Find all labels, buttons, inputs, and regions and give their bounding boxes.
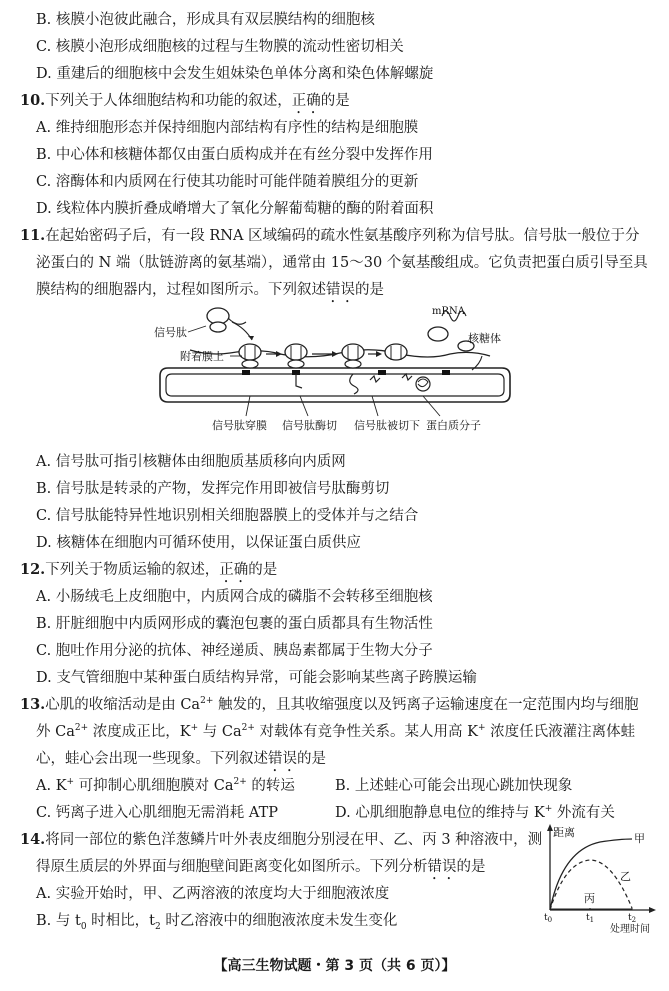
- q11-number: 11.: [20, 227, 46, 244]
- tick-t2: $t_2$: [628, 913, 637, 924]
- free-ribosome-small: [210, 322, 226, 332]
- prev-option-d: D. 重建后的细胞核中会发生姐妹染色单体分离和染色体解螺旋: [36, 66, 434, 82]
- label-bing: 丙: [584, 892, 595, 905]
- q12-option-a: A. 小肠绒毛上皮细胞中，内质网合成的磷脂不会转移至细胞核: [36, 589, 433, 605]
- q11-keyword: 错误: [326, 282, 355, 298]
- q14-stem-line2: 得原生质层的外界面与细胞壁间距离变化如图所示。下列分析错误的是: [36, 859, 486, 875]
- arrow-1: [232, 322, 252, 340]
- peptide-chain-3: [350, 374, 358, 394]
- q10-keyword: 正确: [291, 93, 321, 109]
- peptide-chain-2: [296, 374, 302, 388]
- q11-stem-line2: 泌蛋白的 N 端（肽链游离的氨基端），通常由 15～30 个氨基酸组成。它负责把蛋白质引导至具: [36, 255, 648, 271]
- q11-option-a: A. 信号肽可指引核糖体由细胞质基质移向内质网: [36, 454, 346, 470]
- q12-keyword: 正确: [219, 562, 249, 578]
- q13-option-d: D. 心肌细胞静息电位的维持与 K+ 外流有关: [335, 804, 615, 821]
- q14-stem-line1: 14.将同一部位的紫色洋葱鳞片叶外表皮细胞分别浸在甲、乙、丙 3 种溶液中，测: [20, 831, 543, 848]
- q13-number: 13.: [20, 696, 46, 713]
- signal-peptide-figure: [150, 298, 520, 438]
- q13-option-c: C. 钙离子进入心肌细胞无需消耗 ATP: [36, 805, 279, 821]
- q10-option-a: A. 维持细胞形态并保持细胞内部结构有序性的结构是细胞膜: [36, 120, 419, 136]
- q12-number: 12.: [20, 561, 46, 578]
- receptor-3: [378, 370, 386, 375]
- attached-ribosome-3: [342, 344, 364, 368]
- er-membrane-inner: [166, 374, 504, 396]
- label-attached-membrane: 附着膜上: [180, 350, 224, 363]
- released-ribosome-large: [428, 327, 448, 341]
- q13-option-a: A. K+ 可抑制心肌细胞膜对 $Ca^{2+}$ 的转运: [36, 777, 295, 794]
- q10-number: 10.: [20, 92, 46, 109]
- q12-option-d: D. 支气管细胞中某种蛋白质结构异常，可能会影响某些离子跨膜运输: [36, 670, 477, 686]
- q13-stem-line2: 外 $Ca^{2+}$ 浓度成正比，K+ 与 $Ca^{2+}$ 对载体有竞争性关系。某人用高 K+ 浓度任氏液灌注离体蛙: [36, 723, 636, 740]
- er-membrane-outer: [160, 368, 510, 402]
- q12-option-c: C. 胞吐作用分泌的抗体、神经递质、胰岛素都属于生物大分子: [36, 643, 433, 659]
- attached-ribosome-4: [385, 344, 407, 360]
- receptor-4: [442, 370, 450, 375]
- receptor-1: [242, 370, 250, 375]
- q10-option-d: D. 线粒体内膜折叠成嵴增大了氧化分解葡萄糖的酶的附着面积: [36, 201, 434, 217]
- free-peptide: [228, 318, 246, 324]
- q12-stem: 12.下列关于物质运输的叙述，正确的是: [20, 561, 278, 578]
- distance-time-graph: [540, 822, 665, 934]
- label-signal-through-membrane: 信号肽穿膜: [212, 419, 267, 432]
- label-signal-cut-off: 信号肽被切下: [354, 419, 420, 432]
- label-protein-molecule: 蛋白质分子: [426, 419, 481, 432]
- graph-xlabel: 处理时间: [610, 924, 650, 934]
- q14-number: 14.: [20, 831, 46, 848]
- q10-option-c: C. 溶酶体和内质网在行使其功能时可能伴随着膜组分的更新: [36, 174, 419, 190]
- q13-stem-line3: 心，蛙心会出现一些现象。下列叙述错误的是: [36, 751, 326, 767]
- tick-t0: $t_0$: [544, 913, 553, 924]
- graph-ylabel: 距离: [553, 826, 575, 839]
- cut-signal-peptide-1: [370, 376, 380, 382]
- attached-ribosome-2: [285, 344, 307, 368]
- prev-option-b: B. 核膜小泡彼此融合，形成具有双层膜结构的细胞核: [36, 12, 375, 28]
- prev-option-c: C. 核膜小泡形成细胞核的过程与生物膜的流动性密切相关: [36, 39, 404, 55]
- q14-option-b: B. 与 $t_0$ 时相比，$t_2$ 时乙溶液中的细胞液浓度未发生变化: [36, 913, 398, 932]
- q13-stem-line1: 13.心肌的收缩活动是由 $Ca^{2+}$ 触发的，且其收缩强度以及钙离子运输速度在一定范围内均与细胞: [20, 696, 639, 713]
- q12-option-b: B. 肝脏细胞中内质网形成的囊泡包裹的蛋白质都具有生物活性: [36, 616, 433, 632]
- q11-option-c: C. 信号肽能特异性地识别相关细胞器膜上的受体并与之结合: [36, 508, 419, 524]
- label-signal-peptidase-cut: 信号肽酶切: [282, 419, 337, 432]
- q13-keyword: 错误: [268, 751, 297, 767]
- label-signal-peptide: 信号肽: [154, 326, 187, 339]
- q13-options-row2: [36, 803, 669, 823]
- q14-keyword: 错误: [427, 859, 457, 875]
- q10-option-b: B. 中心体和核糖体都仅由蛋白质构成并在有丝分裂中发挥作用: [36, 147, 433, 163]
- q11-option-d: D. 核糖体在细胞内可循环使用，以保证蛋白质供应: [36, 535, 361, 551]
- cut-signal-peptide-2: [402, 374, 412, 380]
- label-jia: 甲: [634, 832, 645, 845]
- q11-stem-line3: 膜结构的细胞器内，过程如图所示。下列叙述错误的是: [36, 282, 384, 298]
- q11-option-b: B. 信号肽是转录的产物，发挥完作用即被信号肽酶剪切: [36, 481, 390, 497]
- q14-option-a: A. 实验开始时，甲、乙两溶液的浓度均大于细胞液浓度: [36, 886, 390, 902]
- q11-stem-line1: 11.在起始密码子后，有一段 RNA 区域编码的疏水性氨基酸序列称为信号肽。信号肽一般位于分: [20, 227, 640, 244]
- label-mrna: mRNA: [432, 306, 465, 317]
- attached-ribosome-1: [239, 344, 261, 368]
- page-footer: 【高三生物试题・第 3 页（共 6 页）】: [213, 958, 456, 974]
- q10-stem: 10.下列关于人体细胞结构和功能的叙述，正确的是: [20, 92, 350, 109]
- q13-options-row1: [36, 776, 669, 796]
- label-yi: 乙: [620, 870, 631, 883]
- label-ribosome: 核糖体: [468, 332, 501, 345]
- q13-option-b: B. 上述蛙心可能会出现心跳加快现象: [335, 778, 573, 794]
- tick-t1: $t_1$: [586, 913, 595, 924]
